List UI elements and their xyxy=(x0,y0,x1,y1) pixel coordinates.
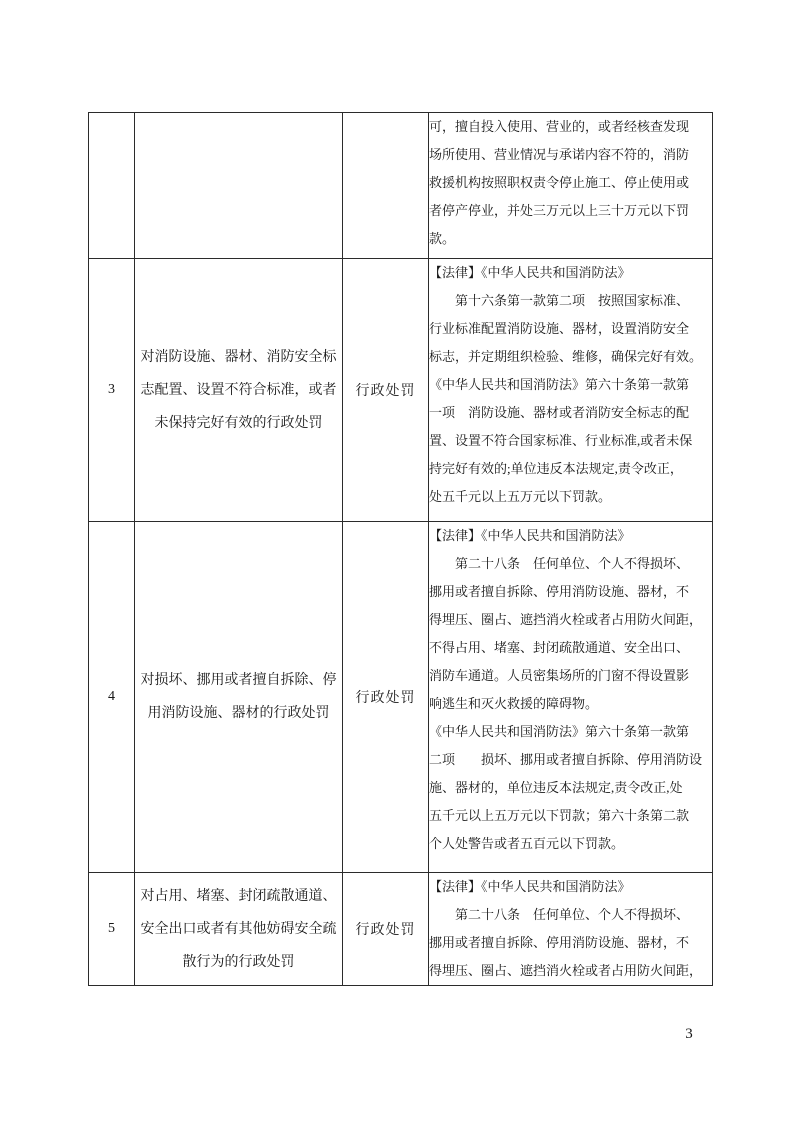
action-text-line: 散行为的行政处罚 xyxy=(182,954,295,970)
action-cell xyxy=(135,522,343,873)
row-number-cell: 5 xyxy=(89,873,135,986)
legal-text-line: 【法律】《中华人民共和国消防法》 xyxy=(429,528,631,543)
action-cell xyxy=(135,873,343,986)
legal-basis-cell xyxy=(429,522,713,873)
penalty-type-cell: 行政处罚 xyxy=(343,873,429,986)
legal-basis-cell xyxy=(429,259,713,522)
legal-text-line: 二项 损坏、挪用或者擅自拆除、停用消防设 xyxy=(429,752,703,767)
legal-text-line: 第二十八条 任何单位、个人不得损坏、 xyxy=(429,907,690,922)
legal-text-line: 《中华人民共和国消防法》第六十条第一款第 xyxy=(429,724,690,739)
legal-basis-cell xyxy=(429,113,713,259)
action-text-line: 志配置、设置不符合标准，或者 xyxy=(140,382,337,398)
legal-text-line: 消防车通道。人员密集场所的门窗不得设置影 xyxy=(429,668,690,683)
legal-text-line: 响逃生和灭火救援的障碍物。 xyxy=(429,696,599,711)
legal-text-line: 不得占用、堵塞、封闭疏散通道、安全出口、 xyxy=(429,640,690,655)
action-text-line: 对损坏、挪用或者擅自拆除、停 xyxy=(140,673,337,688)
action-text-line: 对占用、堵塞、封闭疏散通道、 xyxy=(140,888,337,904)
legal-text-line: 持完好有效的;单位违反本法规定,责令改正， xyxy=(429,461,683,476)
action-cell xyxy=(135,113,343,259)
legal-text-line: 标志，并定期组织检验、维修，确保完好有效。 xyxy=(429,349,703,364)
row-number-cell: 4 xyxy=(89,522,135,873)
action-text-line: 用消防设施、器材的行政处罚 xyxy=(147,706,330,721)
legal-text-line: 《中华人民共和国消防法》第六十条第一款第 xyxy=(429,377,690,392)
legal-text-line: 一项 消防设施、器材或者消防安全标志的配 xyxy=(429,405,690,420)
table-row xyxy=(89,873,713,986)
legal-text-line: 置、设置不符合国家标准、行业标准,或者未保 xyxy=(429,433,693,448)
legal-text-line: 【法律】《中华人民共和国消防法》 xyxy=(429,879,631,894)
penalty-table-body xyxy=(89,113,713,986)
legal-text-line: 者停产停业，并处三万元以上三十万元以下罚 xyxy=(429,203,690,218)
penalty-table xyxy=(88,112,713,986)
row-number-cell xyxy=(89,113,135,259)
legal-text-line: 挪用或者擅自拆除、停用消防设施、器材，不 xyxy=(429,584,690,599)
legal-text-line: 行业标准配置消防设施、器材，设置消防安全 xyxy=(429,321,690,336)
legal-text-line: 救援机构按照职权责令停止施工、停止使用或 xyxy=(429,175,690,190)
legal-text-line: 处五千元以上五万元以下罚款。 xyxy=(429,489,612,504)
legal-text-line: 款。 xyxy=(429,231,456,246)
table-row xyxy=(89,522,713,873)
legal-text-line: 第十六条第一款第二项 按照国家标准、 xyxy=(429,293,690,308)
action-cell xyxy=(135,259,343,522)
legal-basis-cell xyxy=(429,873,713,986)
page-number: 3 xyxy=(685,1026,693,1042)
action-text-line: 安全出口或者有其他妨碍安全疏 xyxy=(140,921,337,937)
legal-text-line: 得埋压、圈占、遮挡消火栓或者占用防火间距， xyxy=(429,963,703,978)
legal-text-line: 个人处警告或者五百元以下罚款。 xyxy=(429,836,625,851)
legal-text-line: 挪用或者擅自拆除、停用消防设施、器材，不 xyxy=(429,935,690,950)
action-text-line: 未保持完好有效的行政处罚 xyxy=(154,415,323,431)
table-row xyxy=(89,259,713,522)
penalty-type-cell xyxy=(343,113,429,259)
action-text-line: 对消防设施、器材、消防安全标 xyxy=(140,349,337,365)
row-number-cell: 3 xyxy=(89,259,135,522)
legal-text-line: 施、器材的，单位违反本法规定,责令改正,处 xyxy=(429,780,683,795)
penalty-type-cell: 行政处罚 xyxy=(343,522,429,873)
penalty-type-cell: 行政处罚 xyxy=(343,259,429,522)
legal-text-line: 得埋压、圈占、遮挡消火栓或者占用防火间距， xyxy=(429,612,703,627)
legal-text-line: 场所使用、营业情况与承诺内容不符的，消防 xyxy=(429,147,690,162)
legal-text-line: 可，擅自投入使用、营业的，或者经核查发现 xyxy=(429,119,690,134)
legal-text-line: 五千元以上五万元以下罚款；第六十条第二款 xyxy=(429,808,690,823)
legal-text-line: 第二十八条 任何单位、个人不得损坏、 xyxy=(429,556,690,571)
legal-text-line: 【法律】《中华人民共和国消防法》 xyxy=(429,265,631,280)
table-row xyxy=(89,113,713,259)
